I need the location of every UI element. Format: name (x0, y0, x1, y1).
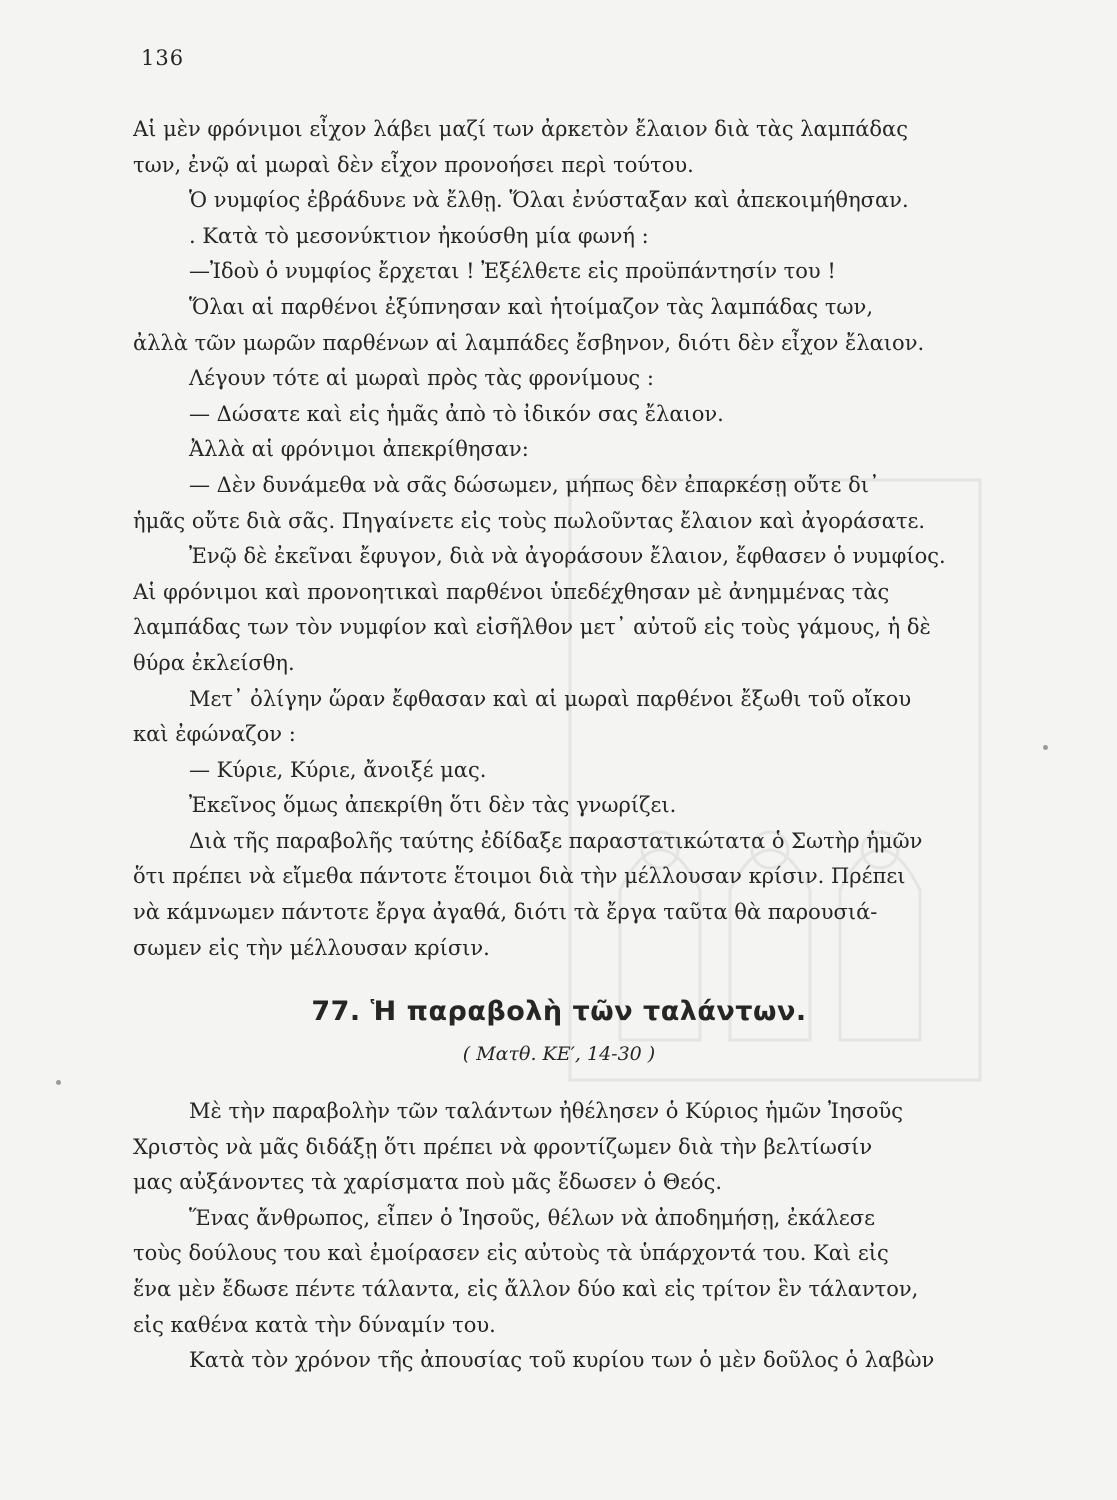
text-line: Ἐνῷ δὲ ἐκεῖναι ἔφυγον, διὰ νὰ ἀγοράσουν ἔλαιον, ἔφθασεν ὁ νυμφίος. (189, 544, 946, 569)
text-line: Μὲ τὴν παραβολὴν τῶν ταλάντων ἠθέλησεν ὁ Κύριος ἡμῶν Ἰησοῦς (189, 1099, 904, 1123)
text-line: Αἱ φρόνιμοι καὶ προνοητικαὶ παρθένοι ὑπεδέχθησαν μὲ ἀνημμένας τὰς (133, 579, 890, 604)
text-line: σωμεν εἰς τὴν μέλλουσαν κρίσιν. (133, 935, 490, 960)
scripture-reference: ( Ματθ. ΚΕ′, 14-30 ) (462, 1043, 656, 1065)
text-line: — Δὲν δυνάμεθα νὰ σᾶς δώσωμεν, μήπως δὲν ἐπαρκέσῃ οὔτε δι᾽ (189, 472, 880, 497)
text-line: ἀλλὰ τῶν μωρῶν παρθένων αἱ λαμπάδες ἔσβηνον, διότι δὲν εἶχον ἔλαιον. (133, 330, 925, 355)
page-number: 136 (141, 46, 185, 70)
text-line: ὅτι πρέπει νὰ εἴμεθα πάντοτε ἕτοιμοι διὰ τὴν μέλλουσαν κρίσιν. Πρέπει (133, 864, 906, 889)
text-line: ἕνα μὲν ἔδωσε πέντε τάλαντα, εἰς ἄλλον δύο καὶ εἰς τρίτον ἓν τάλαντον, (133, 1276, 919, 1301)
paper-speck (1043, 745, 1048, 750)
text-line: Ἕνας ἄνθρωπος, εἶπεν ὁ Ἰησοῦς, θέλων νὰ ἀποδημήσῃ, ἐκάλεσε (189, 1205, 876, 1230)
text-line: λαμπάδας των τὸν νυμφίον καὶ εἰσῆλθον μετ᾽ αὐτοῦ εἰς τοὺς γάμους, ἡ δὲ (133, 615, 931, 640)
text-line: Ἀλλὰ αἱ φρόνιμοι ἀπεκρίθησαν: (189, 437, 529, 462)
paper-speck (56, 1080, 61, 1085)
text-line: . Κατὰ τὸ μεσονύκτιον ἠκούσθη μία φωνή : (189, 223, 649, 248)
text-line: μας αὐξάνοντες τὰ χαρίσματα ποὺ μᾶς ἔδωσεν ὁ Θεός. (133, 1170, 723, 1195)
text-line: θύρα ἐκλείσθη. (133, 650, 295, 675)
text-line: Κατὰ τὸν χρόνον τῆς ἀπουσίας τοῦ κυρίου των ὁ μὲν δοῦλος ὁ λαβὼν (189, 1348, 935, 1373)
text-line: Ὅλαι αἱ παρθένοι ἐξύπνησαν καὶ ἡτοίμαζον τὰς λαμπάδας των, (189, 294, 873, 319)
text-line: ἡμᾶς οὔτε διὰ σᾶς. Πηγαίνετε εἰς τοὺς πωλοῦντας ἔλαιον καὶ ἀγοράσατε. (133, 508, 926, 533)
text-line: — Κύριε, Κύριε, ἄνοιξέ μας. (189, 757, 487, 782)
text-line: —Ἰδοὺ ὁ νυμφίος ἔρχεται ! Ἐξέλθετε εἰς προϋπάντησίν του ! (189, 259, 836, 284)
text-line: Λέγουν τότε αἱ μωραὶ πρὸς τὰς φρονίμους : (189, 366, 654, 391)
text-line: των, ἐνῷ αἱ μωραὶ δὲν εἶχον προνοήσει περὶ τούτου. (133, 152, 694, 177)
text-line: — Δώσατε καὶ εἰς ἡμᾶς ἀπὸ τὸ ἰδικόν σας ἔλαιον. (189, 401, 724, 426)
text-line: Χριστὸς νὰ μᾶς διδάξῃ ὅτι πρέπει νὰ φροντίζωμεν διὰ τὴν βελτίωσίν (133, 1134, 873, 1159)
text-line: Αἱ μὲν φρόνιμοι εἶχον λάβει μαζί των ἀρκετὸν ἔλαιον διὰ τὰς λαμπάδας (133, 117, 908, 141)
text-line: Ὁ νυμφίος ἐβράδυνε νὰ ἔλθῃ. Ὅλαι ἐνύσταξαν καὶ ἀπεκοιμήθησαν. (189, 188, 909, 213)
text-line: Διὰ τῆς παραβολῆς ταύτης ἐδίδαξε παραστατικώτατα ὁ Σωτὴρ ἡμῶν (189, 828, 923, 853)
text-line: καὶ ἐφώναζον : (133, 722, 296, 747)
section-heading: 77. Ἡ παραβολὴ τῶν ταλάντων. (311, 996, 807, 1027)
text-line: νὰ κάμνωμεν πάντοτε ἔργα ἀγαθά, διότι τὰ ἔργα ταῦτα θὰ παρουσιά- (133, 900, 878, 925)
text-line: Μετ᾽ ὀλίγην ὥραν ἔφθασαν καὶ αἱ μωραὶ παρθένοι ἔξωθι τοῦ οἴκου (189, 686, 912, 711)
text-line: εἰς καθένα κατὰ τὴν δύναμίν του. (133, 1312, 496, 1337)
body-text-upper (133, 112, 985, 966)
body-text-lower (133, 1094, 985, 1379)
text-line: Ἐκεῖνος ὅμως ἀπεκρίθη ὅτι δὲν τὰς γνωρίζει. (189, 793, 677, 818)
text-line: τοὺς δούλους του καὶ ἐμοίρασεν εἰς αὐτοὺς τὰ ὑπάρχοντά του. Καὶ εἰς (133, 1241, 889, 1266)
